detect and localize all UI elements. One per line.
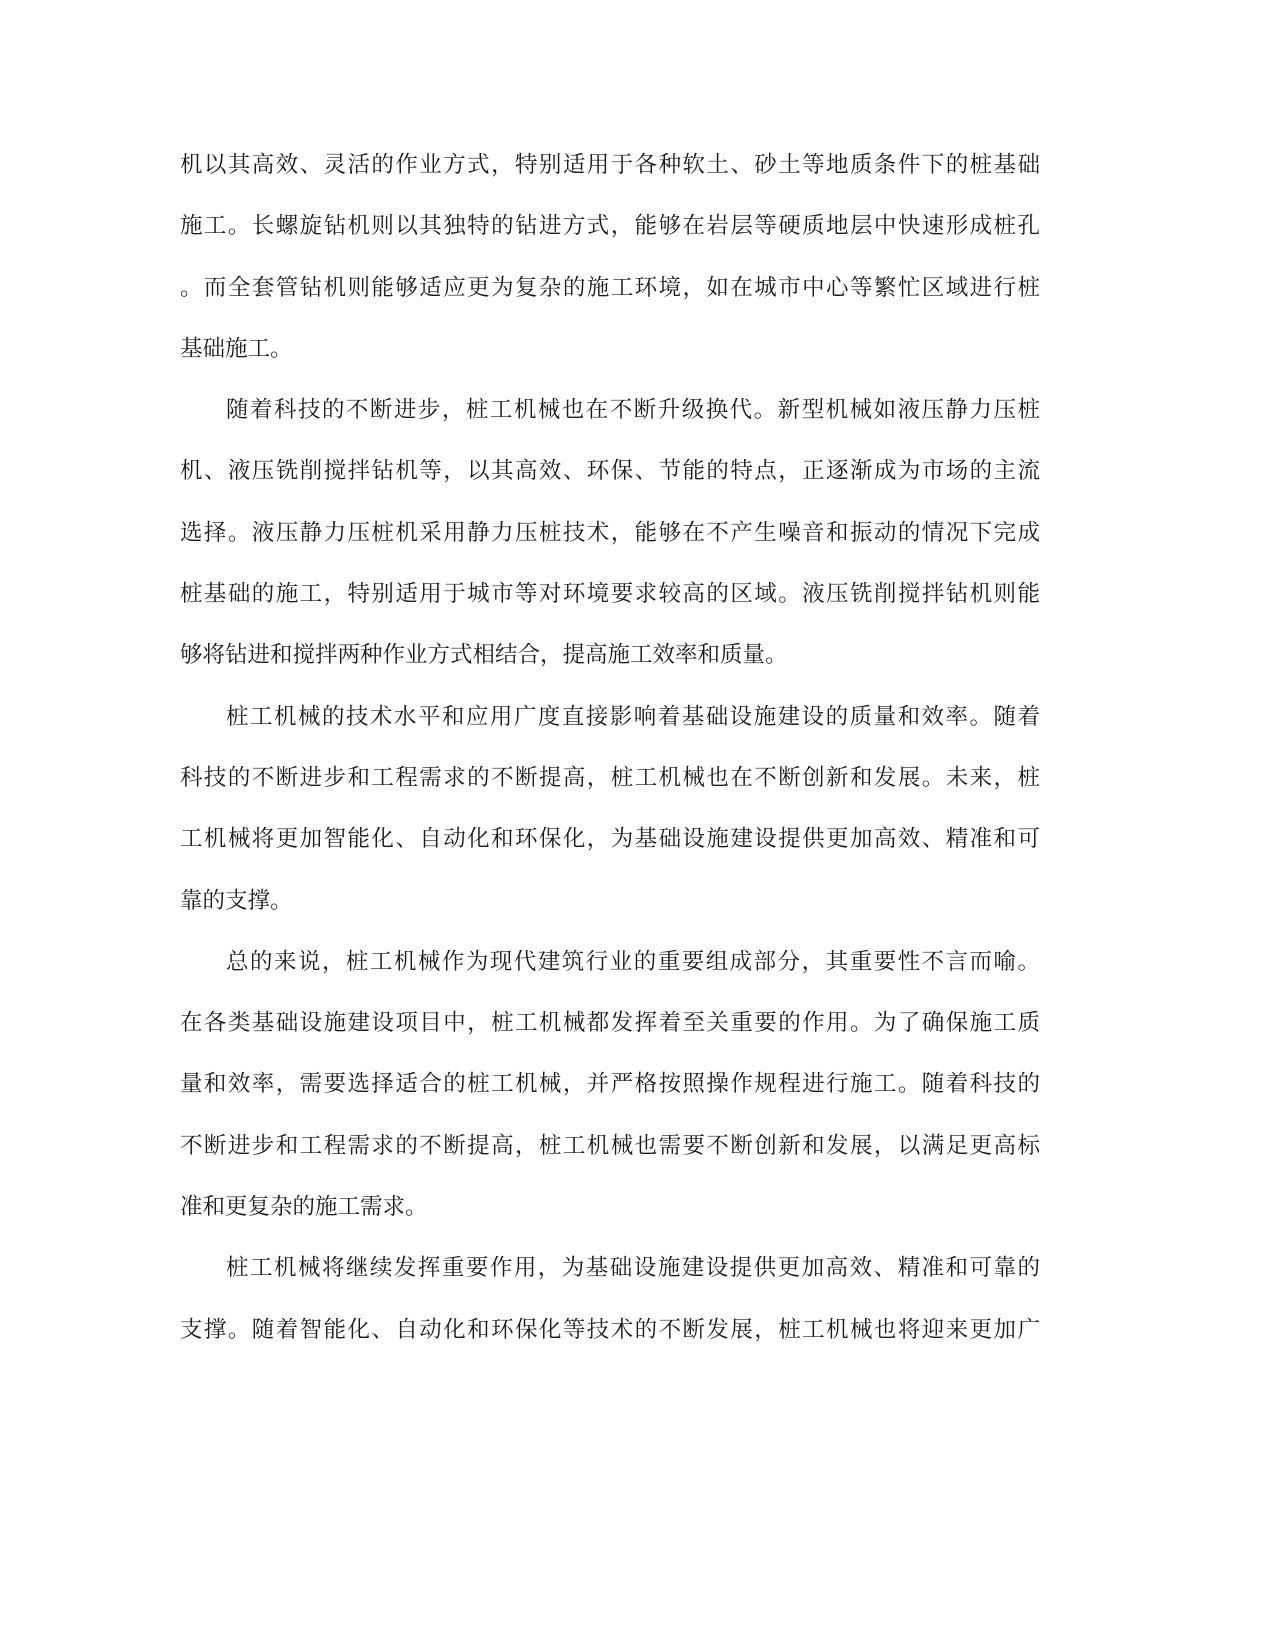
text-line: 机以其高效、灵活的作业方式，特别适用于各种软土、砂土等地质条件下的桩基础: [180, 152, 1040, 178]
text-line: 准和更复杂的施工需求。: [180, 1194, 428, 1221]
text-line: 桩工机械的技术水平和应用广度直接影响着基础设施建设的质量和效率。随着: [226, 703, 1040, 730]
text-line: 。而全套管钻机则能够适应更为复杂的施工环境，如在城市中心等繁忙区域进行桩: [180, 274, 1040, 301]
paragraph-5: [180, 1238, 1040, 1361]
paragraph-2: [180, 380, 1040, 686]
text-line: 够将钻进和搅拌两种作业方式相结合，提高施工效率和质量。: [180, 642, 788, 669]
text-line: 施工。长螺旋钻机则以其独特的钻进方式，能够在岩层等硬质地层中快速形成桩孔: [180, 213, 1040, 240]
text-line: 总的来说，桩工机械作为现代建筑行业的重要组成部分，其重要性不言而喻。: [226, 948, 1040, 975]
text-line: 机、液压铣削搅拌钻机等，以其高效、环保、节能的特点，正逐渐成为市场的主流: [180, 458, 1040, 485]
text-line: 不断进步和工程需求的不断提高，桩工机械也需要不断创新和发展，以满足更高标: [180, 1132, 1040, 1159]
paragraph-3: [180, 687, 1040, 932]
text-line: 选择。液压静力压桩机采用静力压桩技术，能够在不产生噪音和振动的情况下完成: [180, 519, 1040, 546]
text-line: 工机械将更加智能化、自动化和环保化，为基础设施建设提供更加高效、精准和可: [180, 826, 1040, 853]
paragraph-4: [180, 932, 1040, 1238]
paragraph-1: [180, 135, 1040, 380]
text-line: 桩工机械将继续发挥重要作用，为基础设施建设提供更加高效、精准和可靠的: [226, 1255, 1040, 1282]
text-line: 支撑。随着智能化、自动化和环保化等技术的不断发展，桩工机械也将迎来更加广: [180, 1316, 1040, 1343]
text-line: 靠的支撑。: [180, 887, 293, 914]
text-line: 随着科技的不断进步，桩工机械也在不断升级换代。新型机械如液压静力压桩: [226, 397, 1040, 424]
document-page: [180, 135, 1040, 1361]
text-line: 量和效率，需要选择适合的桩工机械，并严格按照操作规程进行施工。随着科技的: [180, 1071, 1040, 1098]
text-line: 桩基础的施工，特别适用于城市等对环境要求较高的区域。液压铣削搅拌钻机则能: [180, 581, 1040, 608]
text-line: 基础施工。: [180, 335, 293, 362]
text-line: 在各类基础设施建设项目中，桩工机械都发挥着至关重要的作用。为了确保施工质: [180, 1010, 1040, 1037]
text-line: 科技的不断进步和工程需求的不断提高，桩工机械也在不断创新和发展。未来，桩: [180, 764, 1040, 791]
